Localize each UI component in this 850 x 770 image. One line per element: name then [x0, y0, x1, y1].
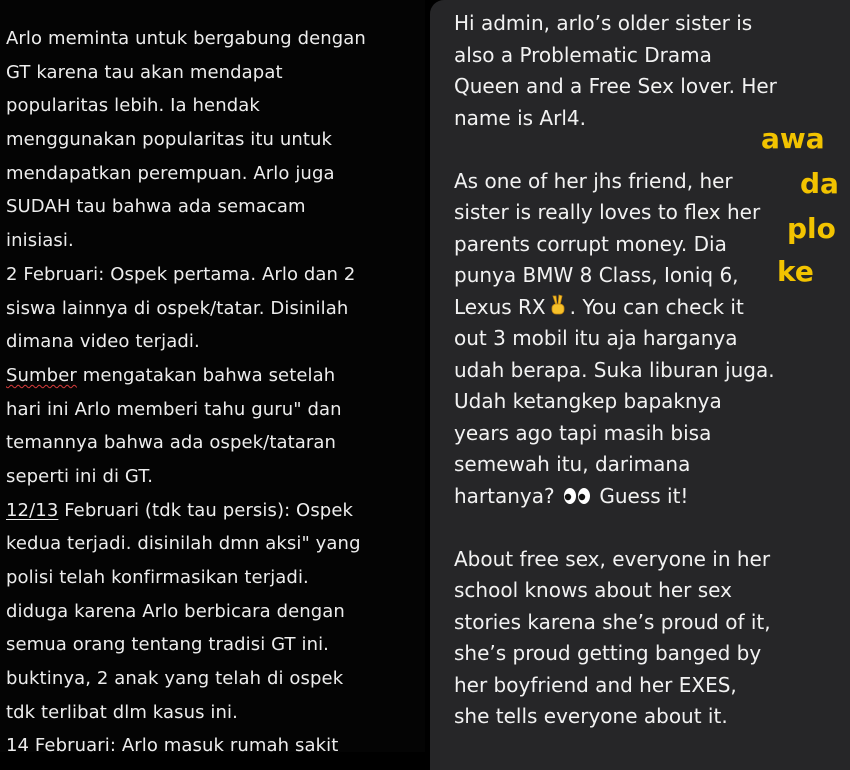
- left-line: menggunakan popularitas itu untuk: [6, 129, 333, 151]
- message-line-lexus: [454, 292, 814, 324]
- message-line: her boyfriend and her EXES,: [454, 672, 737, 697]
- left-line: siswa lainnya di ospek/tatar. Disinilah: [6, 297, 349, 319]
- left-line: hari ini Arlo memberi tahu guru" dan: [6, 398, 342, 420]
- left-line: inisiasi.: [6, 230, 74, 252]
- message-line: stories karena she’s proud of it,: [454, 609, 771, 634]
- left-line: 2 Februari: Ospek pertama. Arlo dan 2: [6, 263, 356, 285]
- message-line: Queen and a Free Sex lover. Her: [454, 74, 777, 98]
- left-line: tdk terlibat dlm kasus ini.: [6, 701, 238, 723]
- spellcheck-word: Sumber: [6, 364, 77, 386]
- left-story-panel: [0, 0, 425, 757]
- message-fragment: . You can check it: [569, 294, 744, 319]
- left-line: diduga karena Arlo berbicara dengan: [6, 600, 345, 622]
- left-line: mendapatkan perempuan. Arlo juga: [6, 162, 335, 184]
- left-line: polisi telah konfirmasikan terjadi.: [6, 567, 309, 588]
- left-line: semua orang tentang tradisi GT ini.: [6, 634, 329, 656]
- left-line-source: [6, 359, 418, 393]
- message-gap: [454, 134, 814, 166]
- message-fragment: Lexus RX: [454, 294, 546, 319]
- left-line: dimana video terjadi.: [6, 331, 200, 353]
- message-fragment: Guess it!: [599, 483, 689, 508]
- left-line: kedua terjadi. disinilah dmn aksi" yang: [6, 533, 361, 555]
- message-line: school knows about her sex: [454, 578, 732, 602]
- message-line: udah berapa. Suka liburan juga.: [454, 357, 775, 382]
- yellow-overlay-text: da: [800, 167, 839, 200]
- left-line: temannya bahwa ada ospek/tataran: [6, 432, 337, 454]
- left-line: SUDAH tau bahwa ada semacam: [6, 196, 306, 218]
- left-line: GT karena tau akan mendapat: [6, 61, 283, 83]
- message-line: sister is really loves to flex her: [454, 200, 761, 224]
- message-line: punya BMW 8 Class, Ioniq 6,: [454, 263, 739, 287]
- left-line: seperti ini di GT.: [6, 465, 154, 487]
- yellow-overlay-text: awa: [761, 122, 825, 155]
- message-line: Udah ketangkep bapaknya: [454, 389, 722, 413]
- message-fragment: hartanya?: [454, 483, 555, 508]
- message-line-harta: [454, 481, 814, 513]
- message-line: Hi admin, arlo’s older sister is: [454, 11, 753, 35]
- message-line: she’s proud getting banged by: [454, 641, 762, 665]
- chat-message-bubble: [430, 0, 850, 770]
- message-text: [454, 8, 814, 733]
- left-line-rest: Februari (tdk tau persis): Ospek: [58, 499, 354, 521]
- message-line: As one of her jhs friend, her: [454, 168, 733, 193]
- left-line: 14 Februari: Arlo masuk rumah sakit: [6, 735, 339, 757]
- message-line: semewah itu, darimana: [454, 452, 691, 476]
- left-line: buktinya, 2 anak yang telah di ospek: [6, 668, 344, 690]
- message-line: she tells everyone about it.: [454, 704, 728, 728]
- left-line-rest: mengatakan bahwa setelah: [76, 364, 336, 386]
- message-line: parents corrupt money. Dia: [454, 231, 727, 256]
- underlined-date: 12/13: [6, 499, 59, 521]
- eyes-icon: [563, 483, 591, 515]
- left-story-text: [6, 22, 418, 763]
- message-line: years ago tapi masih bisa: [454, 420, 712, 445]
- left-line: Arlo meminta untuk bergabung dengan: [6, 28, 366, 49]
- yellow-overlay-text: ke: [777, 255, 814, 288]
- message-line: name is Arl4.: [454, 105, 586, 130]
- left-line-date: [6, 494, 418, 528]
- message-line: About free sex, everyone in her: [454, 546, 771, 571]
- yellow-overlay-text: plo: [787, 212, 836, 245]
- left-line: popularitas lebih. Ia hendak: [6, 95, 260, 117]
- message-line: also a Problematic Drama: [454, 42, 712, 67]
- victory-hand-icon: [548, 294, 568, 326]
- message-line: out 3 mobil itu aja harganya: [454, 326, 738, 350]
- message-gap: [454, 512, 814, 544]
